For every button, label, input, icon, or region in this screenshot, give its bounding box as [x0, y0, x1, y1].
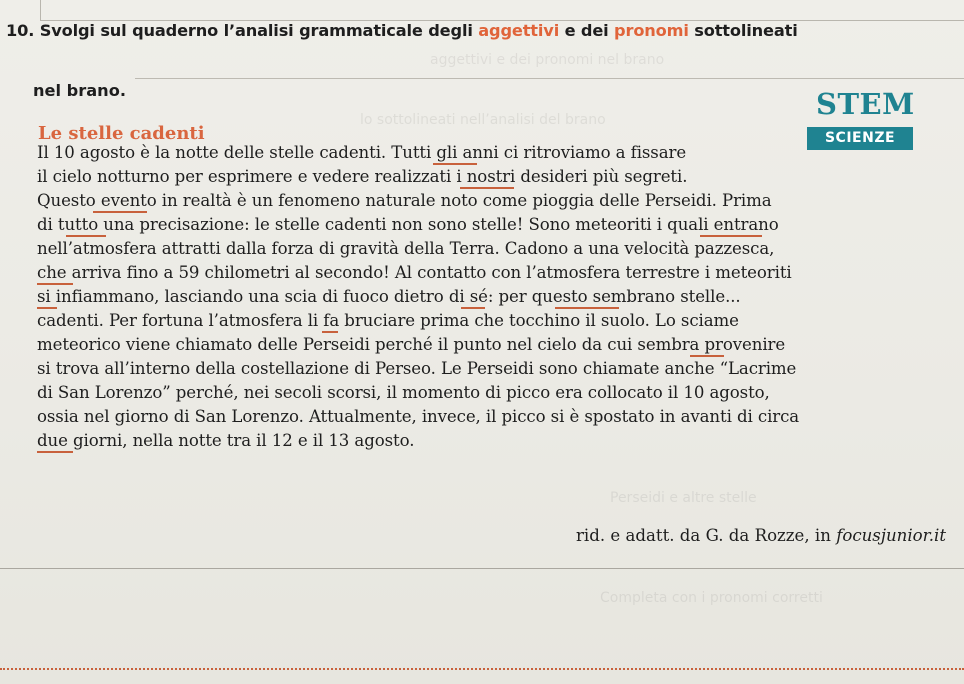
underline-questo-2 — [555, 307, 619, 309]
stem-logo: STEM — [816, 87, 915, 121]
underline-questo — [93, 211, 147, 213]
keyword-aggettivi: aggettivi — [478, 21, 560, 40]
text-line: il cielo notturno per esprimere e vedere realizzati i nostri desideri più segreti. — [37, 167, 688, 186]
bleed-through-text: aggettivi e dei pronomi nel brano — [430, 52, 665, 68]
text-line: Il 10 agosto è la notte delle stelle cadenti. Tutti gli anni ci ritroviamo a fissare — [37, 143, 687, 162]
underline-nostri — [460, 187, 514, 189]
text-line: ossia nel giorno di San Lorenzo. Attualmente, invece, il picco si è spostato in avanti di circa — [37, 407, 800, 426]
section-divider — [135, 78, 964, 79]
instruction-text: Svolgi sul quaderno l’analisi grammaticale degli — [34, 21, 479, 40]
text-line: nell’atmosfera attratti dalla forza di gravità della Terra. Cadono a una velocità pazzesca, — [37, 239, 775, 258]
source-citation — [520, 525, 946, 547]
bottom-divider — [0, 568, 964, 569]
underline-che — [37, 283, 73, 285]
text-line: cadenti. Per fortuna l’atmosfera li fa bruciare prima che tocchino il suolo. Lo sciame — [37, 311, 739, 330]
source-prefix: rid. e adatt. da G. da Rozze, in — [575, 526, 837, 545]
exercise-number: 10. — [6, 21, 35, 40]
text-line: di tutto una precisazione: le stelle cadenti non sono stelle! Sono meteoriti i quali entrano — [37, 215, 779, 234]
underline-si — [37, 307, 57, 309]
subject-badge: SCIENZE — [807, 127, 913, 150]
instruction-continuation: nel brano. — [33, 81, 126, 100]
top-box-edge — [40, 0, 41, 20]
instruction-text: sottolineati — [688, 21, 798, 40]
text-line: Questo evento in realtà è un fenomeno naturale noto come pioggia delle Perseidi. Prima — [37, 191, 772, 210]
underline-tutti — [433, 163, 477, 165]
text-line: che arriva fino a 59 chilometri al secondo! Al contatto con l’atmosfera terrestre i meteoriti — [37, 263, 792, 282]
bleed-through-text: Completa con i pronomi corretti — [600, 590, 823, 606]
bleed-through-text: lo sottolineati nell’analisi del brano — [360, 112, 606, 128]
instruction-text: e dei — [559, 21, 615, 40]
underline-i-quali — [700, 235, 762, 237]
dotted-divider — [0, 668, 964, 670]
text-line: si infiammano, lasciando una scia di fuoco dietro di sé: per questo sembrano stelle... — [37, 287, 741, 306]
underline-li — [322, 331, 338, 333]
text-line: di San Lorenzo” perché, nei secoli scorsi, il momento di picco era collocato il 10 agosto, — [37, 383, 770, 402]
underline-cui — [690, 355, 724, 357]
text-line: due giorni, nella notte tra il 12 e il 13 agosto. — [37, 431, 415, 450]
story-title: Le stelle cadenti — [38, 123, 205, 144]
exercise-instruction — [6, 18, 956, 44]
underline-tutto — [66, 235, 106, 237]
text-line: meteorico viene chiamato delle Perseidi perché il punto nel cielo da cui sembra provenire — [37, 335, 786, 354]
underline-se — [461, 307, 485, 309]
text-line: si trova all’interno della costellazione di Perseo. Le Perseidi sono chiamate anche “Lacrime — [37, 359, 797, 378]
source-site: focusjunior.it — [836, 526, 946, 545]
keyword-pronomi: pronomi — [614, 21, 689, 40]
underline-due — [37, 451, 73, 453]
bleed-through-text: Perseidi e altre stelle — [610, 490, 757, 506]
